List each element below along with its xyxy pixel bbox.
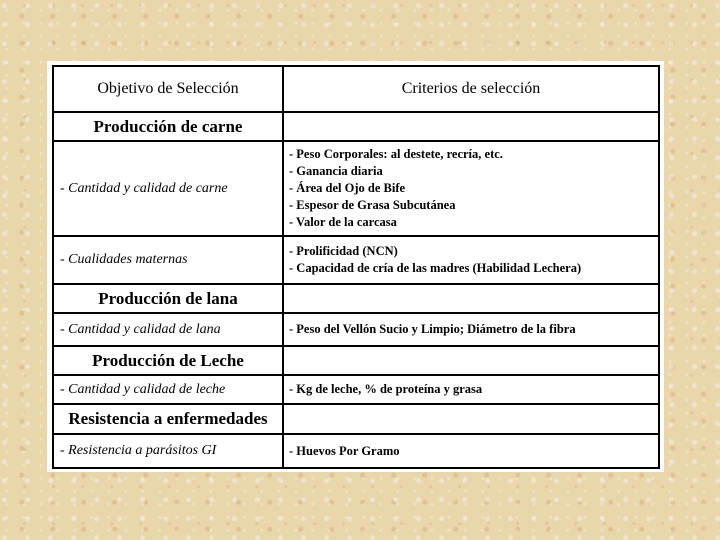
criterio-item: - Peso Corporales: al destete, recría, etc.: [289, 147, 503, 161]
header-objetivo: Objetivo de Selección: [53, 66, 283, 112]
section-row: [53, 284, 659, 313]
table-row: [53, 236, 659, 284]
objetivo-cell: - Cantidad y calidad de leche: [53, 375, 283, 404]
criterio-item: - Valor de la carcasa: [289, 215, 397, 229]
criterios-cell: [283, 434, 659, 468]
objetivo-cell: - Cantidad y calidad de lana: [53, 313, 283, 346]
table-row: [53, 434, 659, 468]
section-row: [53, 112, 659, 141]
criterio-item: - Ganancia diaria: [289, 164, 383, 178]
criterios-cell: [283, 313, 659, 346]
section-title-resistencia: Resistencia a enfermedades: [53, 404, 283, 434]
section-row: [53, 404, 659, 434]
criterio-item: - Área del Ojo de Bife: [289, 181, 406, 195]
criterio-item: - Peso del Vellón Sucio y Limpio; Diámetro de la fibra: [289, 322, 576, 336]
objetivo-cell: - Cualidades maternas: [53, 236, 283, 284]
section-title-carne: Producción de carne: [53, 112, 283, 141]
criterio-item: - Prolificidad (NCN): [289, 244, 398, 258]
criterio-item: - Capacidad de cría de las madres (Habilidad Lechera): [289, 261, 582, 275]
criterios-cell: [283, 236, 659, 284]
section-empty-cell: [283, 112, 659, 141]
selection-table: [52, 65, 660, 469]
section-title-leche: Producción de Leche: [53, 346, 283, 375]
criterio-item: - Kg de leche, % de proteína y grasa: [289, 382, 483, 396]
section-row: [53, 346, 659, 375]
table-header-row: [53, 66, 659, 112]
objetivo-cell: - Cantidad y calidad de carne: [53, 141, 283, 236]
objetivo-cell: - Resistencia a parásitos GI: [53, 434, 283, 468]
table-row: [53, 313, 659, 346]
section-title-lana: Producción de lana: [53, 284, 283, 313]
criterio-item: - Espesor de Grasa Subcutánea: [289, 198, 456, 212]
section-empty-cell: [283, 346, 659, 375]
table-row: [53, 141, 659, 236]
section-empty-cell: [283, 404, 659, 434]
table-row: [53, 375, 659, 404]
slide-panel: [47, 61, 664, 472]
section-empty-cell: [283, 284, 659, 313]
criterios-cell: [283, 375, 659, 404]
criterios-cell: [283, 141, 659, 236]
header-criterios: Criterios de selección: [283, 66, 659, 112]
criterio-item: - Huevos Por Gramo: [289, 443, 400, 458]
